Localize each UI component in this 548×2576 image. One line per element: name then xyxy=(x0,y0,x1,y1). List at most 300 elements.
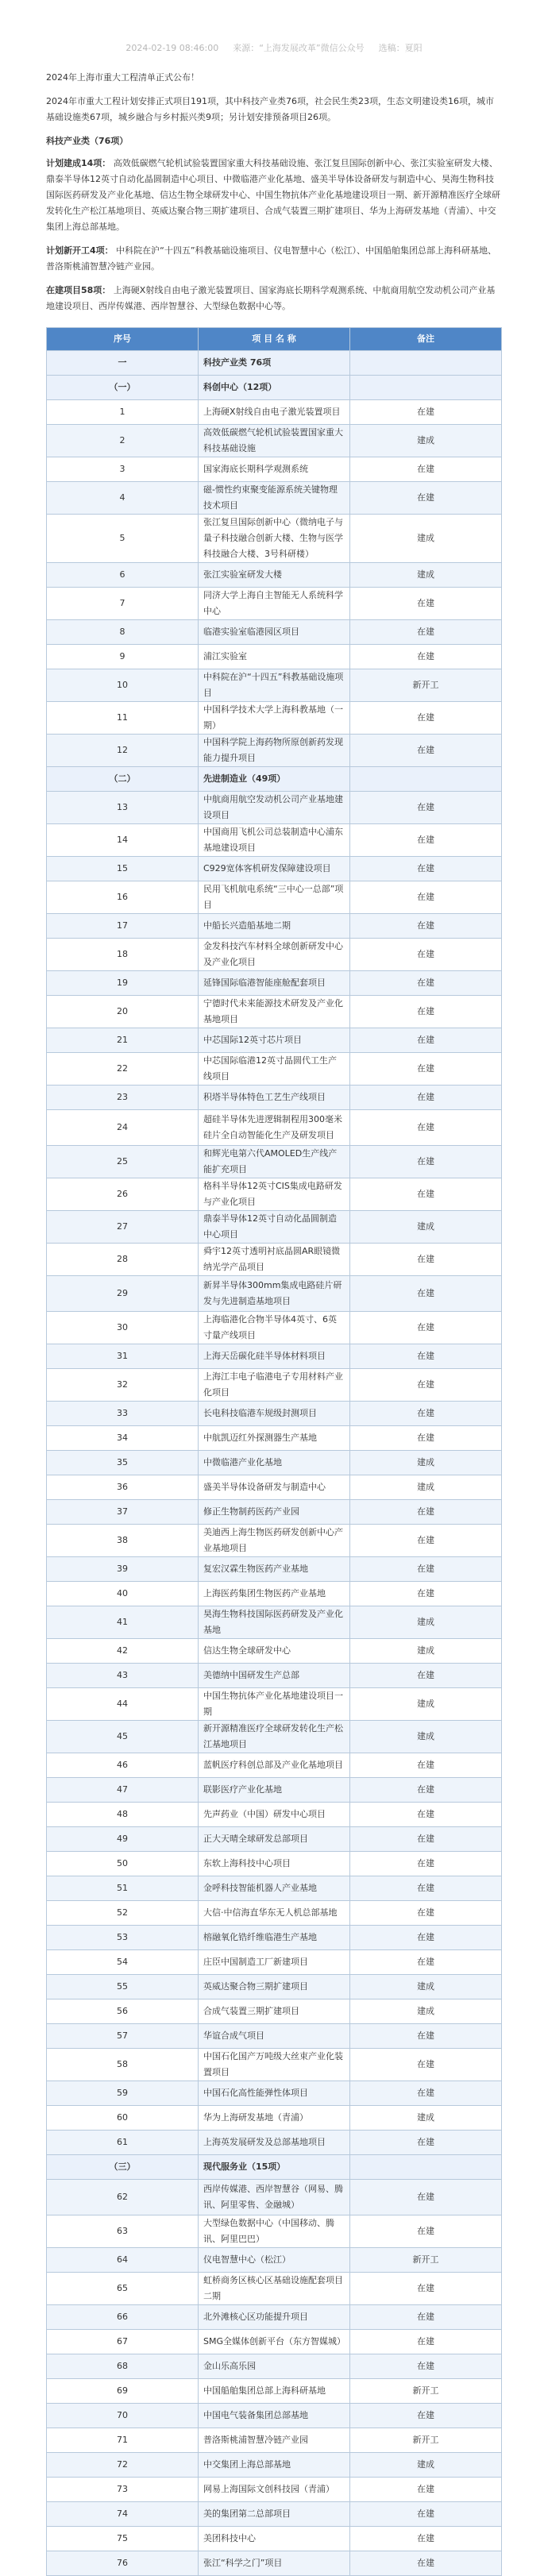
table-row xyxy=(47,971,502,996)
cell-note: 在建 xyxy=(350,2131,502,2155)
cell-number: 26 xyxy=(47,1178,199,1211)
cell-number: 71 xyxy=(47,2428,199,2453)
cell-number: 1 xyxy=(47,400,199,425)
table-row xyxy=(47,792,502,824)
table-row xyxy=(47,2478,502,2502)
table-row xyxy=(47,2131,502,2155)
table-row xyxy=(47,2404,502,2428)
table-row xyxy=(47,482,502,515)
cell-name: 科技产业类 76项 xyxy=(199,351,350,376)
cell-number: 62 xyxy=(47,2180,199,2215)
cell-number: 4 xyxy=(47,482,199,515)
table-row xyxy=(47,1344,502,1369)
cell-note: 在建 xyxy=(350,1086,502,1110)
table-row xyxy=(47,996,502,1028)
cell-number: 76 xyxy=(47,2551,199,2576)
cell-number: 7 xyxy=(47,588,199,620)
table-row xyxy=(47,1146,502,1178)
cell-note: 在建 xyxy=(350,1582,502,1606)
cell-number: 14 xyxy=(47,824,199,857)
cell-note: 在建 xyxy=(350,482,502,515)
cell-note xyxy=(350,351,502,376)
cell-number: 45 xyxy=(47,1721,199,1753)
cell-number: 11 xyxy=(47,702,199,735)
cell-note: 新开工 xyxy=(350,2379,502,2404)
cell-note: 在建 xyxy=(350,400,502,425)
table-row xyxy=(47,376,502,400)
cell-number: 68 xyxy=(47,2354,199,2379)
table-row xyxy=(47,1086,502,1110)
cell-name: 虹桥商务区核心区基础设施配套项目二期 xyxy=(199,2273,350,2305)
cell-name: 中芯国际临港12英寸晶圆代工生产线项目 xyxy=(199,1053,350,1086)
cell-number: 19 xyxy=(47,971,199,996)
cell-number: 23 xyxy=(47,1086,199,1110)
cell-number: 42 xyxy=(47,1639,199,1664)
cell-name: 现代服务业（15项） xyxy=(199,2155,350,2180)
table-row xyxy=(47,1852,502,1876)
cell-name: 英威达聚合物三期扩建项目 xyxy=(199,1975,350,1999)
cell-name: 榕融氧化锆纤维临港生产基地 xyxy=(199,1926,350,1950)
cell-name: 科创中心（12项） xyxy=(199,376,350,400)
cell-note: 新开工 xyxy=(350,669,502,702)
cell-note: 新开工 xyxy=(350,2428,502,2453)
cell-note: 在建 xyxy=(350,1244,502,1276)
publish-date: 2024-02-19 08:46:00 xyxy=(125,42,219,53)
cell-name: 磁-惯性约束聚变能源系统关键物理技术项目 xyxy=(199,482,350,515)
cell-name: 盛美半导体设备研发与制造中心 xyxy=(199,1475,350,1500)
table-row xyxy=(47,1557,502,1582)
cell-note: 在建 xyxy=(350,1276,502,1312)
cell-number: 41 xyxy=(47,1606,199,1639)
cell-number: 30 xyxy=(47,1312,199,1344)
table-row xyxy=(47,351,502,376)
table-row xyxy=(47,1312,502,1344)
cell-number: 55 xyxy=(47,1975,199,1999)
cell-note: 在建 xyxy=(350,1778,502,1803)
cell-number: 59 xyxy=(47,2081,199,2106)
paragraph-under-construction xyxy=(46,283,502,314)
cell-name: 仪电智慧中心（松江） xyxy=(199,2248,350,2273)
cell-name: 中国船舶集团总部上海科研基地 xyxy=(199,2379,350,2404)
paragraph-text: 高效低碳燃气轮机试验装置国家重大科技基础设施、张江复旦国际创新中心、张江实验室研发大楼、鼎泰半导体12英寸自动化晶圆制造中心项目、中微临港产业化基地、盛美半导体设备研发与制造中心、昊海生物科技国际医药研发及产业化基地、信达生物全球研发中心、中国生物抗体产业化基地建设项目一期、新开源精准医疗全球研发转化生产松江基地项目、英威达聚合物三期扩建项目、合成气装置三期扩建项目、华为上海研发基地（青浦）、中交集团上海总部基地。 xyxy=(46,158,500,232)
cell-note: 建成 xyxy=(350,2106,502,2131)
cell-name: 中航凯迈红外探测器生产基地 xyxy=(199,1426,350,1451)
table-row xyxy=(47,1803,502,1827)
cell-number: 50 xyxy=(47,1852,199,1876)
table-row xyxy=(47,1950,502,1975)
table-row xyxy=(47,824,502,857)
cell-number: 13 xyxy=(47,792,199,824)
cell-number: 53 xyxy=(47,1926,199,1950)
cell-name: 金发科技汽车材料全球创新研发中心及产业化项目 xyxy=(199,939,350,971)
table-row xyxy=(47,515,502,563)
table-row xyxy=(47,2551,502,2576)
cell-name: 信达生物全球研发中心 xyxy=(199,1639,350,1664)
cell-number: 24 xyxy=(47,1110,199,1146)
cell-note: 建成 xyxy=(350,515,502,563)
cell-name: 复宏汉霖生物医药产业基地 xyxy=(199,1557,350,1582)
cell-name: 中国石化高性能弹性体项目 xyxy=(199,2081,350,2106)
cell-note: 在建 xyxy=(350,1803,502,1827)
cell-name: 上海英发展研发及总部基地项目 xyxy=(199,2131,350,2155)
cell-number: 63 xyxy=(47,2215,199,2248)
table-row xyxy=(47,1244,502,1276)
cell-note: 在建 xyxy=(350,702,502,735)
cell-note: 在建 xyxy=(350,1926,502,1950)
cell-number: 54 xyxy=(47,1950,199,1975)
cell-number: 56 xyxy=(47,1999,199,2024)
cell-name: 积塔半导体特色工艺生产线项目 xyxy=(199,1086,350,1110)
table-row xyxy=(47,1211,502,1244)
cell-note: 在建 xyxy=(350,2404,502,2428)
table-row xyxy=(47,425,502,457)
cell-number: 46 xyxy=(47,1753,199,1778)
cell-note: 建成 xyxy=(350,1721,502,1753)
table-row xyxy=(47,1606,502,1639)
cell-number: 60 xyxy=(47,2106,199,2131)
cell-name: 张江复旦国际创新中心（微纳电子与量子科技融合创新大楼、生物与医学科技融合大楼、3号科研楼） xyxy=(199,515,350,563)
col-header-number: 序号 xyxy=(47,328,199,351)
projects-table xyxy=(46,327,502,2576)
cell-name: 金山乐高乐园 xyxy=(199,2354,350,2379)
table-row xyxy=(47,2081,502,2106)
cell-name: 新昇半导体300mm集成电路硅片研发与先进制造基地项目 xyxy=(199,1276,350,1312)
cell-note: 在建 xyxy=(350,2551,502,2576)
table-row xyxy=(47,1426,502,1451)
cell-name: 蓝帆医疗科创总部及产业化基地项目 xyxy=(199,1753,350,1778)
table-row xyxy=(47,669,502,702)
cell-number: 31 xyxy=(47,1344,199,1369)
table-row xyxy=(47,2155,502,2180)
cell-number: 47 xyxy=(47,1778,199,1803)
cell-note: 在建 xyxy=(350,2273,502,2305)
cell-name: 大型绿色数据中心（中国移动、腾讯、阿里巴巴） xyxy=(199,2215,350,2248)
cell-name: 华为上海研发基地（青浦） xyxy=(199,2106,350,2131)
cell-number: 64 xyxy=(47,2248,199,2273)
cell-note: 在建 xyxy=(350,857,502,881)
cell-note: 在建 xyxy=(350,735,502,767)
cell-note: 建成 xyxy=(350,1639,502,1664)
paragraph-lead: 在建项目58项： xyxy=(46,285,111,295)
cell-number: 40 xyxy=(47,1582,199,1606)
cell-name: C929宽体客机研发保障建设项目 xyxy=(199,857,350,881)
cell-note: 在建 xyxy=(350,1402,502,1426)
cell-note: 在建 xyxy=(350,1344,502,1369)
cell-note: 在建 xyxy=(350,1664,502,1688)
cell-name: 庄臣中国制造工厂新建项目 xyxy=(199,1950,350,1975)
table-row xyxy=(47,1028,502,1053)
table-row xyxy=(47,2215,502,2248)
cell-note: 在建 xyxy=(350,2215,502,2248)
cell-name: 新开源精准医疗全球研发转化生产松江基地项目 xyxy=(199,1721,350,1753)
source-label: 来源：“上海发展改革”微信公众号 xyxy=(233,43,365,53)
cell-note: 在建 xyxy=(350,2305,502,2330)
cell-number: 75 xyxy=(47,2527,199,2551)
table-row xyxy=(47,1500,502,1525)
cell-name: 和辉光电第六代AMOLED生产线产能扩充项目 xyxy=(199,1146,350,1178)
table-row xyxy=(47,1276,502,1312)
cell-name: 中国科学技术大学上海科教基地（一期） xyxy=(199,702,350,735)
cell-name: 中交集团上海总部基地 xyxy=(199,2453,350,2478)
cell-note: 在建 xyxy=(350,996,502,1028)
cell-number: 67 xyxy=(47,2330,199,2354)
table-row xyxy=(47,620,502,645)
cell-name: 大信·中信海直华东无人机总部基地 xyxy=(199,1901,350,1926)
cell-note: 在建 xyxy=(350,1852,502,1876)
cell-name: 美的集团第二总部项目 xyxy=(199,2502,350,2527)
cell-name: 上海医药集团生物医药产业基地 xyxy=(199,1582,350,1606)
cell-number: 48 xyxy=(47,1803,199,1827)
table-row xyxy=(47,914,502,939)
cell-number: 16 xyxy=(47,881,199,914)
cell-name: 上海江丰电子临港电子专用材料产业化项目 xyxy=(199,1369,350,1402)
cell-name: 上海临港化合物半导体4英寸、6英寸量产线项目 xyxy=(199,1312,350,1344)
cell-note: 在建 xyxy=(350,1178,502,1211)
cell-note: 在建 xyxy=(350,1901,502,1926)
col-header-name: 项 目 名 称 xyxy=(199,328,350,351)
cell-number: 2 xyxy=(47,425,199,457)
table-row xyxy=(47,2379,502,2404)
cell-note: 在建 xyxy=(350,1753,502,1778)
cell-name: 合成气装置三期扩建项目 xyxy=(199,1999,350,2024)
cell-number: 6 xyxy=(47,563,199,588)
cell-note: 在建 xyxy=(350,2049,502,2081)
cell-name: 中国石化国产万吨级大丝束产业化装置项目 xyxy=(199,2049,350,2081)
cell-number: 17 xyxy=(47,914,199,939)
cell-number: 38 xyxy=(47,1525,199,1557)
cell-note: 在建 xyxy=(350,1028,502,1053)
cell-note xyxy=(350,767,502,792)
table-row xyxy=(47,1975,502,1999)
cell-note: 在建 xyxy=(350,2024,502,2049)
cell-number: 74 xyxy=(47,2502,199,2527)
table-row xyxy=(47,1053,502,1086)
table-row xyxy=(47,939,502,971)
cell-name: 张江实验室研发大楼 xyxy=(199,563,350,588)
cell-note: 建成 xyxy=(350,1451,502,1475)
table-row xyxy=(47,881,502,914)
cell-note: 在建 xyxy=(350,2354,502,2379)
cell-name: 舜宇12英寸透明衬底晶圆AR眼镜微纳光学产品项目 xyxy=(199,1244,350,1276)
cell-name: 网易上海国际文创科技园（青浦） xyxy=(199,2478,350,2502)
cell-name: 临港实验室临港园区项目 xyxy=(199,620,350,645)
table-row xyxy=(47,1402,502,1426)
cell-name: 超硅半导体先进逻辑制程用300毫米硅片全自动智能化生产及研发项目 xyxy=(199,1110,350,1146)
cell-name: 宁德时代未来能源技术研发及产业化基地项目 xyxy=(199,996,350,1028)
cell-name: 先进制造业（49项） xyxy=(199,767,350,792)
cell-name: 同济大学上海自主智能无人系统科学中心 xyxy=(199,588,350,620)
cell-number: 58 xyxy=(47,2049,199,2081)
cell-note: 在建 xyxy=(350,645,502,669)
cell-number: 10 xyxy=(47,669,199,702)
cell-note: 在建 xyxy=(350,1876,502,1901)
cell-number: 73 xyxy=(47,2478,199,2502)
cell-number: 72 xyxy=(47,2453,199,2478)
cell-number: 9 xyxy=(47,645,199,669)
table-row xyxy=(47,1664,502,1688)
cell-name: 民用飞机航电系统“三中心一总部”项目 xyxy=(199,881,350,914)
cell-name: 华谊合成气项目 xyxy=(199,2024,350,2049)
table-row xyxy=(47,1110,502,1146)
cell-name: 中国电气装备集团总部基地 xyxy=(199,2404,350,2428)
table-row xyxy=(47,702,502,735)
cell-note: 在建 xyxy=(350,2330,502,2354)
cell-name: 正大天晴全球研发总部项目 xyxy=(199,1827,350,1852)
cell-name: SMG全媒体创新平台（东方智媒城） xyxy=(199,2330,350,2354)
cell-note: 在建 xyxy=(350,1426,502,1451)
cell-name: 北外滩核心区功能提升项目 xyxy=(199,2305,350,2330)
table-row xyxy=(47,767,502,792)
cell-number: 36 xyxy=(47,1475,199,1500)
cell-note: 在建 xyxy=(350,1827,502,1852)
intro-line-1: 2024年上海市重大工程清单正式公布！ xyxy=(46,72,199,83)
paragraph-new-start xyxy=(46,243,502,275)
cell-number: 20 xyxy=(47,996,199,1028)
cell-note: 建成 xyxy=(350,1211,502,1244)
cell-name: 中芯国际12英寸芯片项目 xyxy=(199,1028,350,1053)
cell-number: 52 xyxy=(47,1901,199,1926)
section-heading: 科技产业类（76项） xyxy=(46,136,129,146)
article-content xyxy=(0,70,548,2576)
table-row xyxy=(47,1827,502,1852)
cell-name: 金呼科技智能机器人产业基地 xyxy=(199,1876,350,1901)
table-row xyxy=(47,563,502,588)
cell-note: 建成 xyxy=(350,1999,502,2024)
cell-number: 51 xyxy=(47,1876,199,1901)
paragraph-completed xyxy=(46,156,502,235)
cell-note: 在建 xyxy=(350,1525,502,1557)
cell-note: 在建 xyxy=(350,1950,502,1975)
cell-number: 8 xyxy=(47,620,199,645)
cell-note: 建成 xyxy=(350,1475,502,1500)
cell-name: 鼎泰半导体12英寸自动化晶圆制造中心项目 xyxy=(199,1211,350,1244)
table-row xyxy=(47,2330,502,2354)
table-row xyxy=(47,2180,502,2215)
cell-number: 37 xyxy=(47,1500,199,1525)
table-row xyxy=(47,1525,502,1557)
cell-number: 29 xyxy=(47,1276,199,1312)
cell-note: 在建 xyxy=(350,2527,502,2551)
cell-name: 格科半导体12英寸CIS集成电路研发与产业化项目 xyxy=(199,1178,350,1211)
cell-name: 美德纳中国研发生产总部 xyxy=(199,1664,350,1688)
cell-number: 33 xyxy=(47,1402,199,1426)
cell-name: 国家海底长期科学观测系统 xyxy=(199,457,350,482)
table-row xyxy=(47,588,502,620)
cell-note: 在建 xyxy=(350,824,502,857)
table-row xyxy=(47,1688,502,1721)
table-row xyxy=(47,2106,502,2131)
author-label: 选稿：夏阳 xyxy=(378,43,423,53)
cell-number: （一） xyxy=(47,376,199,400)
cell-number: 69 xyxy=(47,2379,199,2404)
cell-note: 在建 xyxy=(350,1500,502,1525)
table-row xyxy=(47,857,502,881)
cell-number: 70 xyxy=(47,2404,199,2428)
cell-note: 建成 xyxy=(350,1688,502,1721)
table-row xyxy=(47,735,502,767)
cell-note: 建成 xyxy=(350,563,502,588)
cell-name: 修正生物制药医药产业园 xyxy=(199,1500,350,1525)
cell-number: 39 xyxy=(47,1557,199,1582)
table-row xyxy=(47,1369,502,1402)
cell-number: 3 xyxy=(47,457,199,482)
cell-name: 昊海生物科技国际医药研发及产业化基地 xyxy=(199,1606,350,1639)
cell-name: 浦江实验室 xyxy=(199,645,350,669)
cell-name: 联影医疗产业化基地 xyxy=(199,1778,350,1803)
table-row xyxy=(47,1999,502,2024)
paragraph-text: 中科院在沪“十四五”科教基础设施项目、仪电智慧中心（松江）、中国船舶集团总部上海科研基地、普洛斯桃浦智慧冷链产业园。 xyxy=(46,245,497,272)
table-row xyxy=(47,2273,502,2305)
cell-name: 东软上海科技中心项目 xyxy=(199,1852,350,1876)
cell-note: 建成 xyxy=(350,425,502,457)
cell-note: 在建 xyxy=(350,1557,502,1582)
cell-note: 在建 xyxy=(350,881,502,914)
table-row xyxy=(47,2502,502,2527)
cell-number: 18 xyxy=(47,939,199,971)
cell-number: 66 xyxy=(47,2305,199,2330)
cell-number: 57 xyxy=(47,2024,199,2049)
cell-note: 在建 xyxy=(350,1146,502,1178)
table-row xyxy=(47,2428,502,2453)
cell-name: 中科院在沪“十四五”科教基础设施项目 xyxy=(199,669,350,702)
cell-note: 在建 xyxy=(350,914,502,939)
cell-note: 在建 xyxy=(350,457,502,482)
table-row xyxy=(47,645,502,669)
table-row xyxy=(47,2248,502,2273)
cell-name: 西岸传媒港、西岸智慧谷（网易、腾讯、阿里零售、金融城） xyxy=(199,2180,350,2215)
table-row xyxy=(47,1475,502,1500)
table-row xyxy=(47,1926,502,1950)
table-row xyxy=(47,1721,502,1753)
cell-number: 28 xyxy=(47,1244,199,1276)
cell-name: 中国生物抗体产业化基地建设项目一期 xyxy=(199,1688,350,1721)
table-row xyxy=(47,1582,502,1606)
table-row xyxy=(47,2453,502,2478)
cell-number: 49 xyxy=(47,1827,199,1852)
paragraph-text: 上海硬X射线自由电子激光装置项目、国家海底长期科学观测系统、中航商用航空发动机公司产业基地建设项目、西岸传媒港、西岸智慧谷、大型绿色数据中心等。 xyxy=(46,285,496,311)
cell-note: 在建 xyxy=(350,1110,502,1146)
table-row xyxy=(47,2354,502,2379)
cell-number: 5 xyxy=(47,515,199,563)
cell-name: 高效低碳燃气轮机试验装置国家重大科技基础设施 xyxy=(199,425,350,457)
cell-number: （二） xyxy=(47,767,199,792)
cell-number: 43 xyxy=(47,1664,199,1688)
cell-note: 在建 xyxy=(350,1369,502,1402)
paragraph-lead: 计划新开工4项： xyxy=(46,245,114,256)
table-row xyxy=(47,1901,502,1926)
table-row xyxy=(47,1639,502,1664)
table-body xyxy=(47,351,502,2576)
cell-note: 在建 xyxy=(350,2180,502,2215)
table-row xyxy=(47,1451,502,1475)
table-row xyxy=(47,1178,502,1211)
cell-number: 15 xyxy=(47,857,199,881)
cell-name: 中船长兴造船基地二期 xyxy=(199,914,350,939)
cell-name: 美迪西上海生物医药研发创新中心产业基地项目 xyxy=(199,1525,350,1557)
cell-name: 上海天岳碳化硅半导体材料项目 xyxy=(199,1344,350,1369)
table-row xyxy=(47,457,502,482)
cell-note: 在建 xyxy=(350,792,502,824)
cell-number: （三） xyxy=(47,2155,199,2180)
cell-note: 在建 xyxy=(350,2502,502,2527)
cell-note: 在建 xyxy=(350,2081,502,2106)
cell-name: 先声药业（中国）研发中心项目 xyxy=(199,1803,350,1827)
cell-note: 在建 xyxy=(350,939,502,971)
cell-name: 中国科学院上海药物所原创新药发现能力提升项目 xyxy=(199,735,350,767)
table-row xyxy=(47,2049,502,2081)
cell-name: 中国商用飞机公司总装制造中心浦东基地建设项目 xyxy=(199,824,350,857)
cell-name: 美团科技中心 xyxy=(199,2527,350,2551)
